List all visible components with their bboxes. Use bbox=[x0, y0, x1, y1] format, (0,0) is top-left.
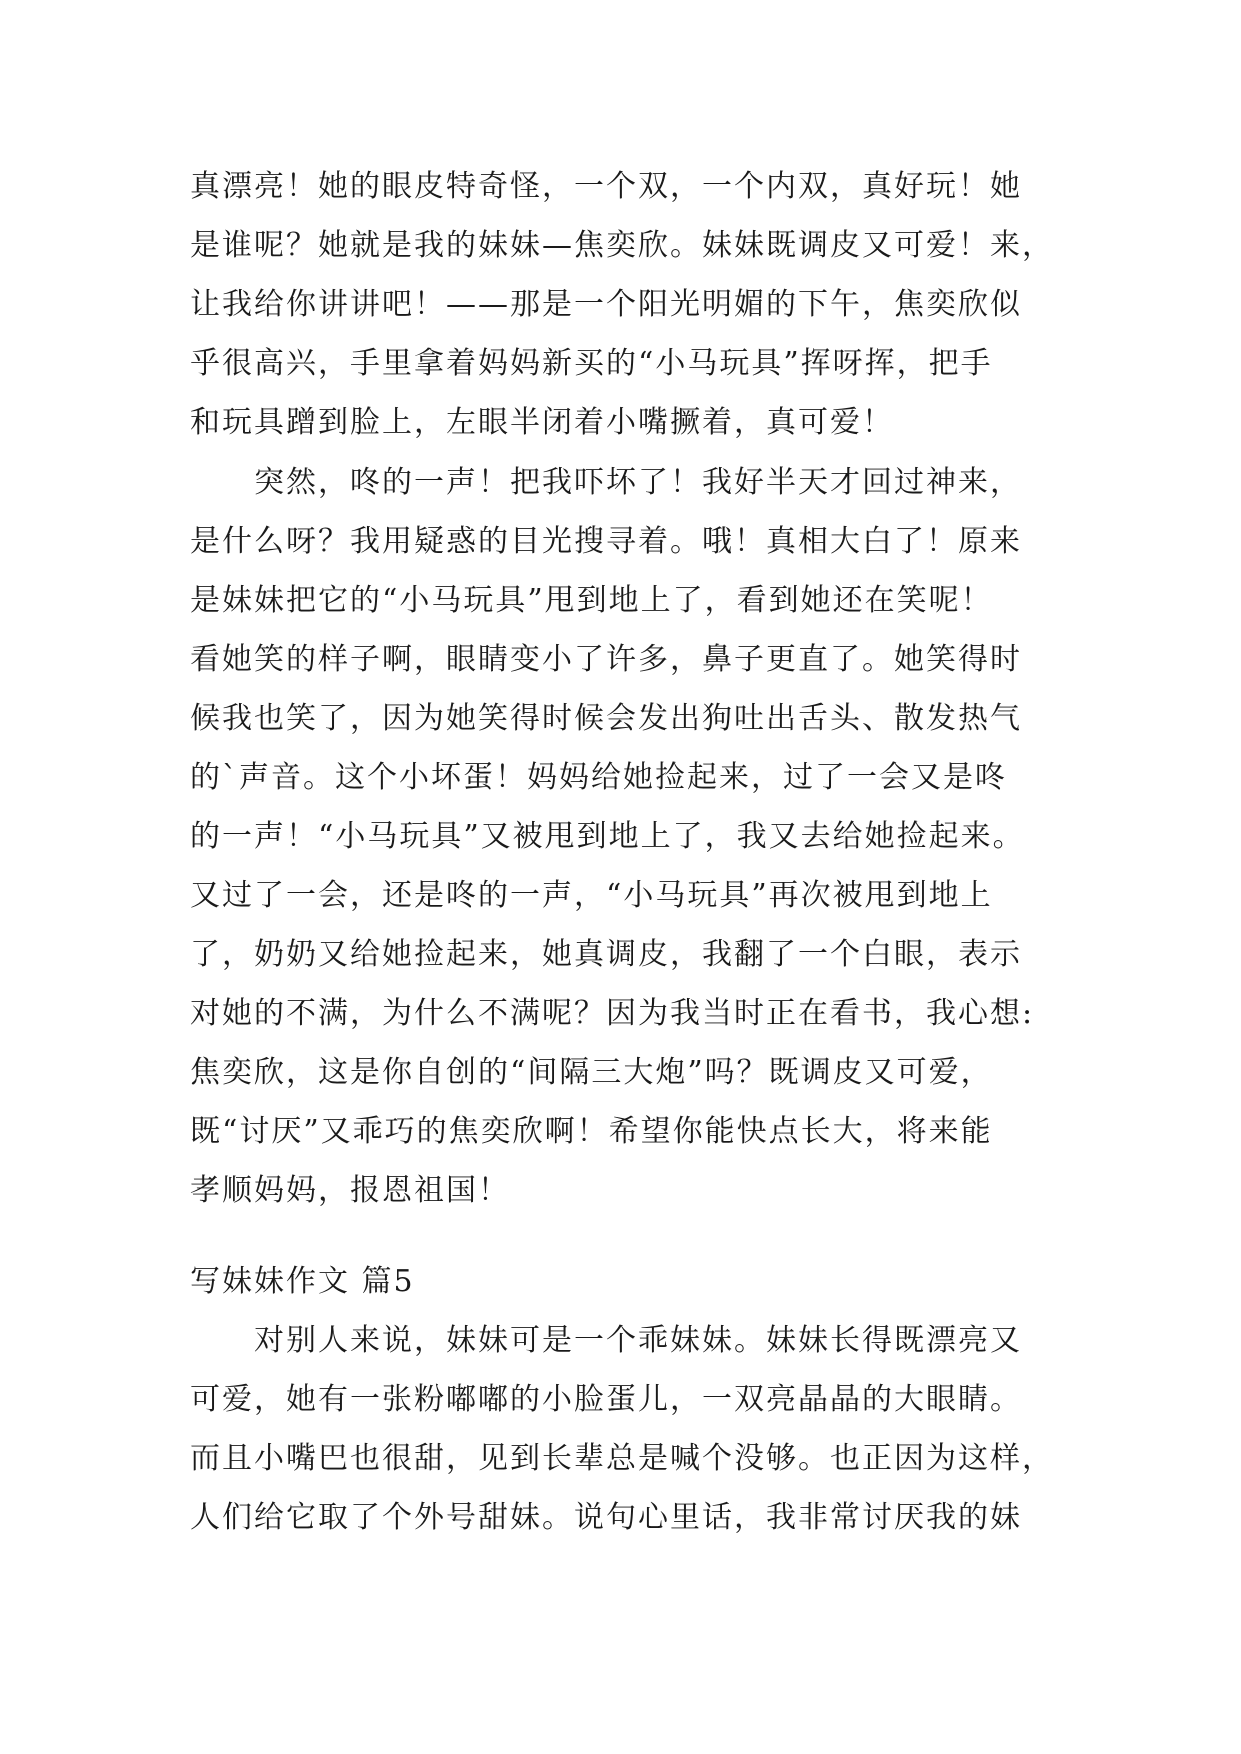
paragraph-3 bbox=[190, 1311, 1090, 1547]
text-line: 乎很高兴，手里拿着妈妈新买的“小马玩具”挥呀挥，把手 bbox=[190, 346, 993, 381]
text-line: 孝顺妈妈，报恩祖国！ bbox=[190, 1173, 510, 1208]
text-line: 可爱，她有一张粉嘟嘟的小脸蛋儿，一双亮晶晶的大眼睛。 bbox=[190, 1382, 1022, 1417]
text-line: 对别人来说，妹妹可是一个乖妹妹。妹妹长得既漂亮又 bbox=[254, 1323, 1022, 1358]
text-line: 人们给它取了个外号甜妹。说句心里话，我非常讨厌我的妹 bbox=[190, 1500, 1022, 1535]
heading-text: 写妹妹作文 篇5 bbox=[190, 1264, 415, 1299]
text-line: 是谁呢？她就是我的妹妹—焦奕欣。妹妹既调皮又可爱！来， bbox=[190, 228, 1054, 263]
text-line: 和玩具蹭到脸上，左眼半闭着小嘴撅着，真可爱！ bbox=[190, 405, 894, 440]
text-line: 让我给你讲讲吧！——那是一个阳光明媚的下午，焦奕欣似 bbox=[190, 287, 1022, 322]
text-line: 又过了一会，还是咚的一声，“小马玩具”再次被甩到地上 bbox=[190, 878, 993, 913]
text-line: 焦奕欣，这是你自创的“间隔三大炮”吗？既调皮又可爱， bbox=[190, 1055, 993, 1090]
text-line: 突然，咚的一声！把我吓坏了！我好半天才回过神来， bbox=[254, 465, 1022, 500]
paragraph-2 bbox=[190, 453, 1090, 1220]
text-line: 既“讨厌”又乖巧的焦奕欣啊！希望你能快点长大，将来能 bbox=[190, 1114, 993, 1149]
text-line: 的一声！“小马玩具”又被甩到地上了，我又去给她捡起来。 bbox=[190, 819, 1025, 854]
text-line: 真漂亮！她的眼皮特奇怪，一个双，一个内双，真好玩！她 bbox=[190, 169, 1022, 204]
text-line: 是妹妹把它的“小马玩具”甩到地上了，看到她还在笑呢！ bbox=[190, 583, 993, 618]
text-line: 看她笑的样子啊，眼睛变小了许多，鼻子更直了。她笑得时 bbox=[190, 642, 1022, 677]
paragraph-1 bbox=[190, 157, 1090, 452]
text-line: 了，奶奶又给她捡起来，她真调皮，我翻了一个白眼，表示 bbox=[190, 937, 1022, 972]
section-heading bbox=[190, 1252, 1090, 1311]
text-line: 是什么呀？我用疑惑的目光搜寻着。哦！真相大白了！原来 bbox=[190, 524, 1022, 559]
text-line: 候我也笑了，因为她笑得时候会发出狗吐出舌头、散发热气 bbox=[190, 701, 1022, 736]
text-line: 的`声音。这个小坏蛋！妈妈给她捡起来，过了一会又是咚 bbox=[190, 760, 1007, 795]
text-line: 而且小嘴巴也很甜，见到长辈总是喊个没够。也正因为这样， bbox=[190, 1441, 1054, 1476]
text-line: 对她的不满，为什么不满呢？因为我当时正在看书，我心想: bbox=[190, 996, 1035, 1031]
